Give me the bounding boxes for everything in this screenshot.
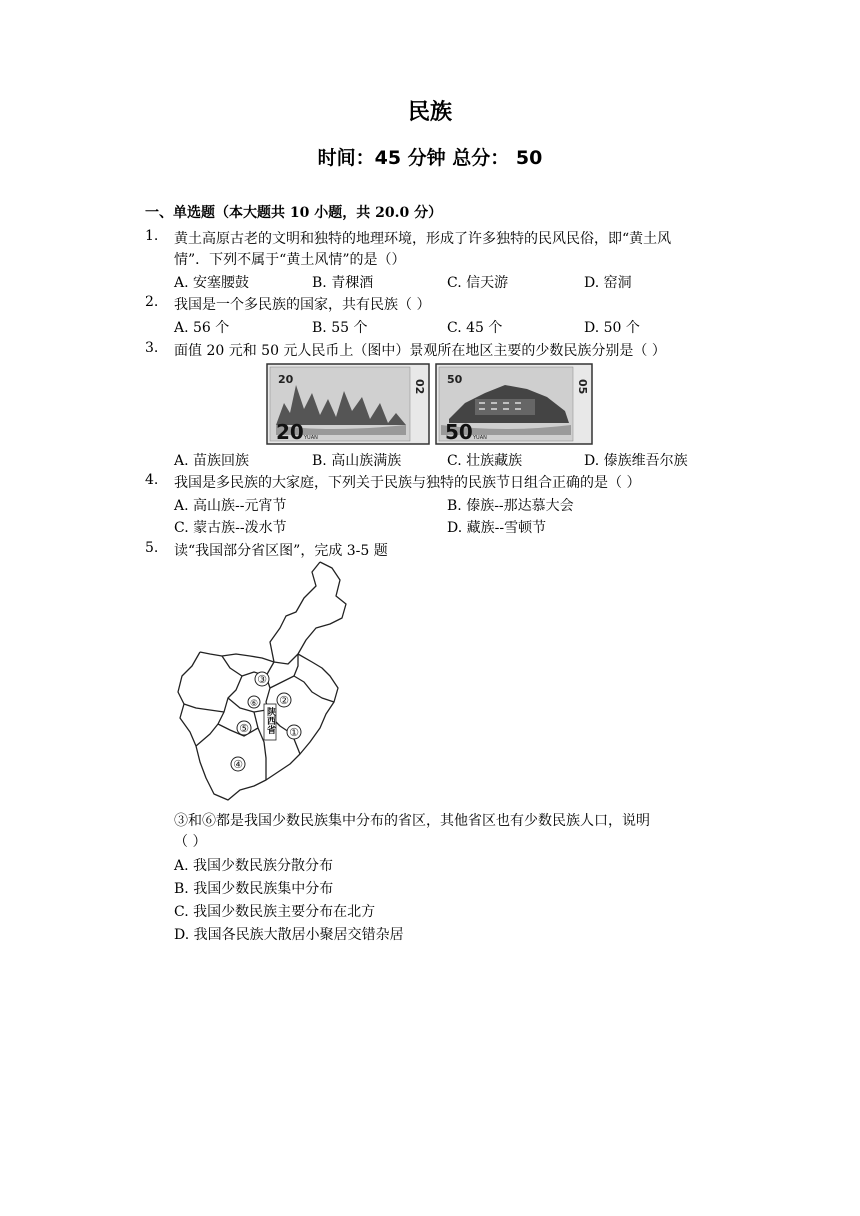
banknote-20-side: 02 bbox=[413, 379, 426, 395]
banknote-50-value: 50 bbox=[445, 420, 473, 444]
question-number: 4. bbox=[145, 472, 159, 488]
option-a: A. 安塞腰鼓 bbox=[174, 275, 250, 291]
banknote-20-image bbox=[266, 363, 430, 445]
banknote-50-image bbox=[435, 363, 593, 445]
question-text: 读“我国部分省区图”，完成 3-5 题 bbox=[174, 543, 388, 559]
map-label-3: ③ bbox=[257, 673, 267, 686]
question-text: （ ） bbox=[174, 834, 207, 850]
banknote-50-side: 05 bbox=[576, 379, 589, 395]
option-d: D. 50 个 bbox=[584, 320, 640, 336]
option-a: A. 56 个 bbox=[174, 320, 230, 336]
option-a: A. 我国少数民族分散分布 bbox=[174, 858, 334, 874]
province-map bbox=[170, 558, 360, 804]
question-text: 面值 20 元和 50 元人民币上（图中）景观所在地区主要的少数民族分别是（ ） bbox=[174, 343, 666, 359]
question-text: ③和⑥都是我国少数民族集中分布的省区，其他省区也有少数民族人口，说明 bbox=[174, 813, 650, 829]
option-b: B. 青稞酒 bbox=[312, 275, 374, 291]
option-c: C. 我国少数民族主要分布在北方 bbox=[174, 904, 376, 920]
option-b: B. 我国少数民族集中分布 bbox=[174, 881, 334, 897]
option-d: D. 藏族--雪顿节 bbox=[447, 520, 547, 536]
map-label-1: ① bbox=[289, 726, 299, 739]
map-center-label: 陕西省 bbox=[265, 707, 275, 734]
map-label-2: ② bbox=[279, 694, 289, 707]
question-text: 黄土高原古老的文明和独特的地理环境，形成了许多独特的民风民俗，即“黄土风 bbox=[174, 231, 672, 247]
option-d: D. 我国各民族大散居小聚居交错杂居 bbox=[174, 927, 404, 943]
banknote-20-yuan: YUAN bbox=[304, 435, 318, 441]
section-heading: 一、单选题（本大题共 10 小题，共 20.0 分） bbox=[145, 205, 443, 221]
option-b: B. 傣族--那达慕大会 bbox=[447, 498, 574, 514]
question-number: 5. bbox=[145, 540, 159, 556]
option-c: C. 壮族藏族 bbox=[447, 453, 523, 469]
question-number: 3. bbox=[145, 340, 159, 356]
banknote-50-corner: 50 bbox=[447, 373, 463, 386]
question-text: 情”．下列不属于“黄土风情”的是（） bbox=[174, 252, 406, 268]
map-label-4: ④ bbox=[233, 758, 243, 771]
option-c: C. 蒙古族--泼水节 bbox=[174, 520, 287, 536]
option-c: C. 信天游 bbox=[447, 275, 509, 291]
option-b: B. 55 个 bbox=[312, 320, 368, 336]
question-number: 1. bbox=[145, 228, 159, 244]
option-a: A. 苗族回族 bbox=[174, 453, 250, 469]
question-text: 我国是一个多民族的国家，共有民族（ ） bbox=[174, 297, 431, 313]
option-d: D. 窑洞 bbox=[584, 275, 632, 291]
page-title: 民族 bbox=[407, 100, 452, 125]
question-text: 我国是多民族的大家庭，下列关于民族与独特的民族节日组合正确的是（ ） bbox=[174, 475, 641, 491]
option-a: A. 高山族--元宵节 bbox=[174, 498, 287, 514]
map-label-5: ⑤ bbox=[239, 722, 249, 735]
banknote-20-value: 20 bbox=[276, 420, 304, 444]
exam-info: 时间：45 分钟 总分： 50 bbox=[317, 147, 543, 169]
banknote-20-corner: 20 bbox=[278, 373, 294, 386]
banknote-50-yuan: YUAN bbox=[473, 435, 487, 441]
question-number: 2. bbox=[145, 294, 159, 310]
option-c: C. 45 个 bbox=[447, 320, 503, 336]
option-b: B. 高山族满族 bbox=[312, 453, 402, 469]
option-d: D. 傣族维吾尔族 bbox=[584, 453, 688, 469]
map-label-6: ⑥ bbox=[249, 699, 259, 709]
